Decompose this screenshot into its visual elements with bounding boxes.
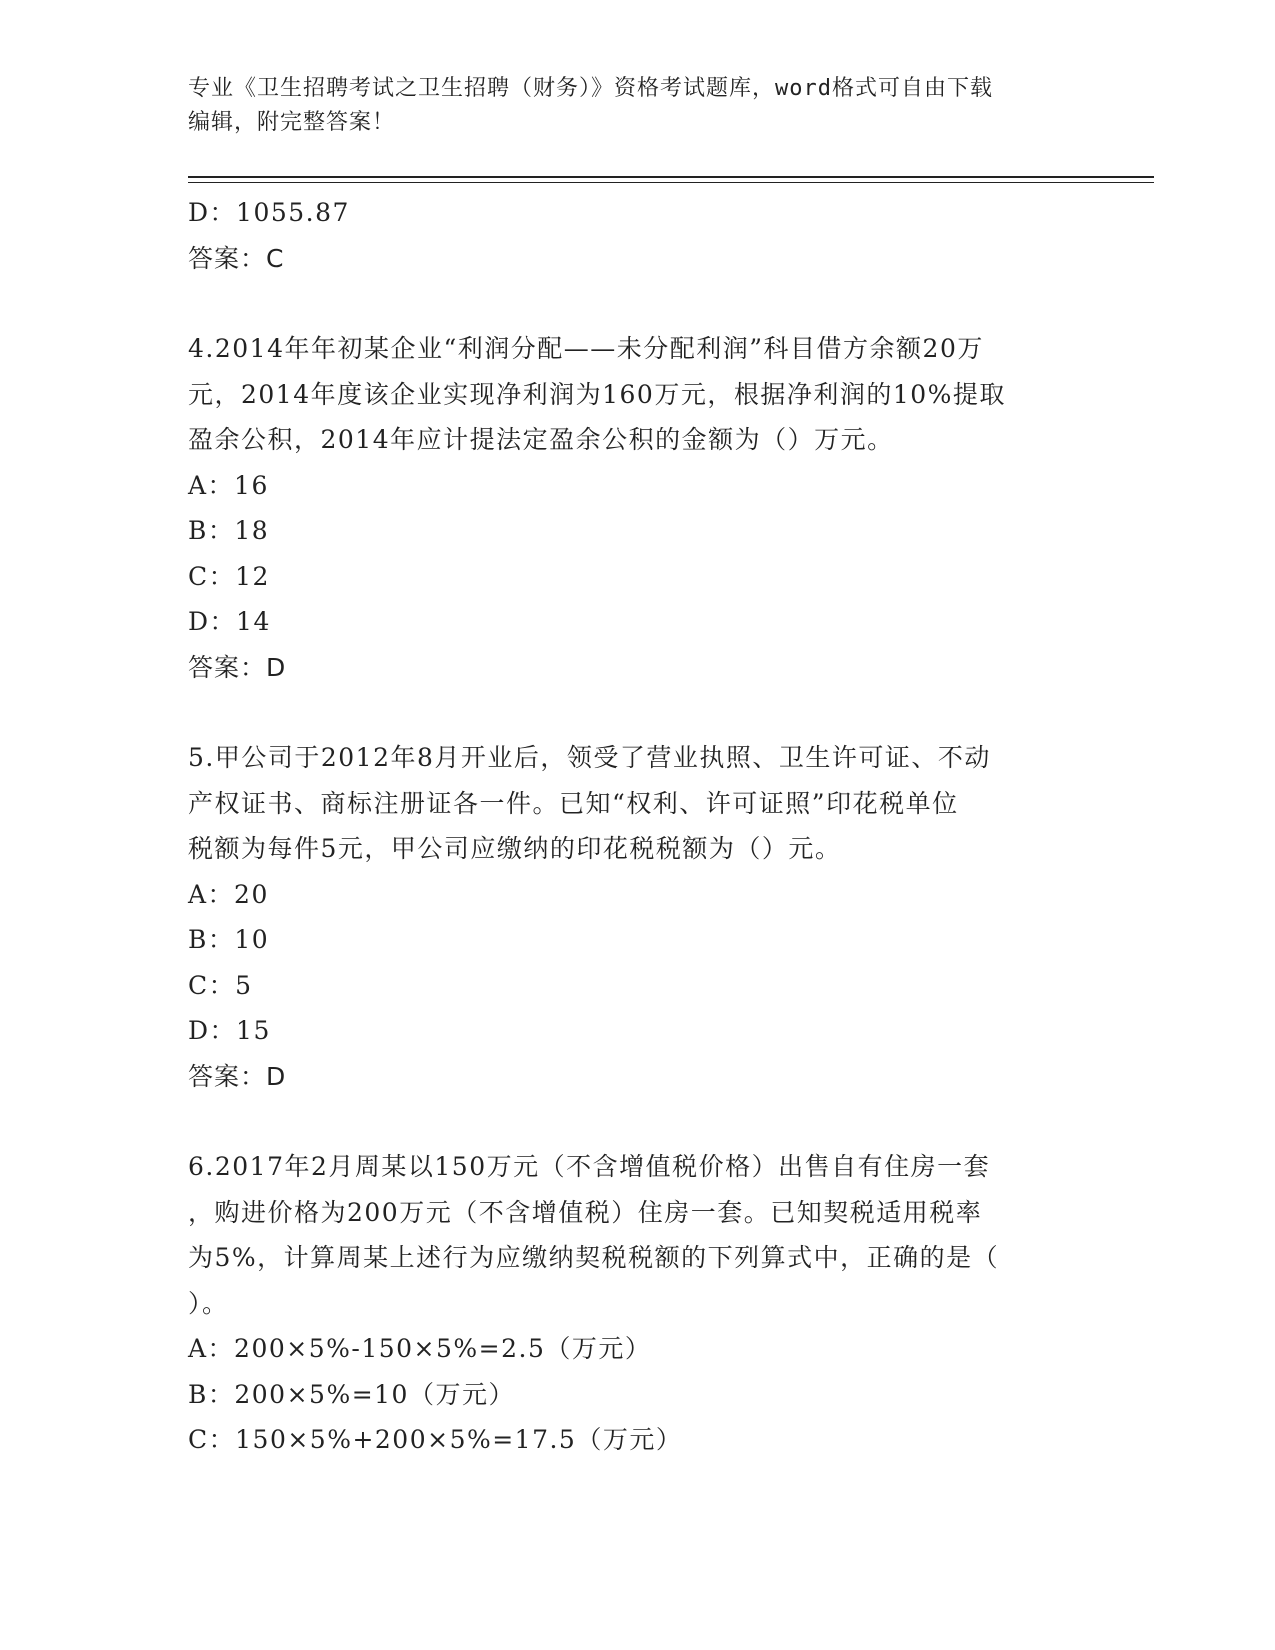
- question-6-line-2: ，购进价格为200万元（不含增值税）住房一套。已知契税适用税率: [188, 1197, 983, 1227]
- question-5-option-b: B：10: [188, 925, 270, 954]
- question-4-option-a: A：16: [188, 470, 269, 500]
- spacer: [188, 281, 1088, 326]
- question-6-option-b: B：200×5%=10（万元）: [188, 1379, 515, 1409]
- question-4-line-1: 4.2014年年初某企业“利润分配——未分配利润”科目借方余额20万: [188, 334, 984, 363]
- question-4-line-3: 盈余公积，2014年应计提法定盈余公积的金额为（）万元。: [188, 425, 894, 454]
- document-body: [188, 190, 1088, 1463]
- question-6-line-1: 6.2017年2月周某以150万元（不含增值税价格）出售自有住房一套: [188, 1152, 991, 1181]
- question-4-answer: 答案：D: [188, 652, 287, 682]
- question-6-line-3: 为5%，计算周某上述行为应缴纳契税税额的下列算式中，正确的是（: [188, 1243, 1000, 1272]
- question-5-line-1: 5.甲公司于2012年8月开业后，领受了营业执照、卫生许可证、不动: [188, 743, 991, 772]
- question-5-option-d: D：15: [188, 1016, 271, 1045]
- question-4-option-b: B：18: [188, 516, 270, 545]
- question-6-option-a: A：200×5%-150×5%=2.5（万元）: [188, 1334, 652, 1363]
- question-4-option-c: C：12: [188, 561, 270, 591]
- header-line-2: 编辑，附完整答案！: [188, 110, 396, 135]
- question-6-line-4: ）。: [188, 1288, 229, 1318]
- question-6: [188, 1144, 1088, 1463]
- question-5: [188, 735, 1088, 1099]
- header-divider-thick: [188, 176, 1154, 178]
- question-4-option-d: D：14: [188, 607, 271, 636]
- question-5-line-3: 税额为每件5元，甲公司应缴纳的印花税税额为（）元。: [188, 834, 842, 863]
- page-header: [188, 72, 1088, 140]
- question-4: [188, 326, 1088, 690]
- spacer: [188, 1099, 1088, 1144]
- prev-option-d: D：1055.87: [188, 198, 350, 227]
- question-6-option-c: C：150×5%+200×5%=17.5（万元）: [188, 1425, 683, 1454]
- question-5-line-2: 产权证书、商标注册证各一件。已知“权利、许可证照”印花税单位: [188, 788, 959, 818]
- header-divider-thin: [188, 182, 1154, 183]
- prev-answer: 答案：C: [188, 243, 285, 273]
- question-5-option-c: C：5: [188, 970, 253, 1000]
- question-5-answer: 答案：D: [188, 1061, 287, 1091]
- question-5-option-a: A：20: [188, 879, 269, 909]
- header-line-1: 专业《卫生招聘考试之卫生招聘（财务）》资格考试题库，word格式可自由下载: [188, 76, 993, 101]
- spacer: [188, 690, 1088, 735]
- question-4-line-2: 元，2014年度该企业实现净利润为160万元，根据净利润的10%提取: [188, 379, 1006, 409]
